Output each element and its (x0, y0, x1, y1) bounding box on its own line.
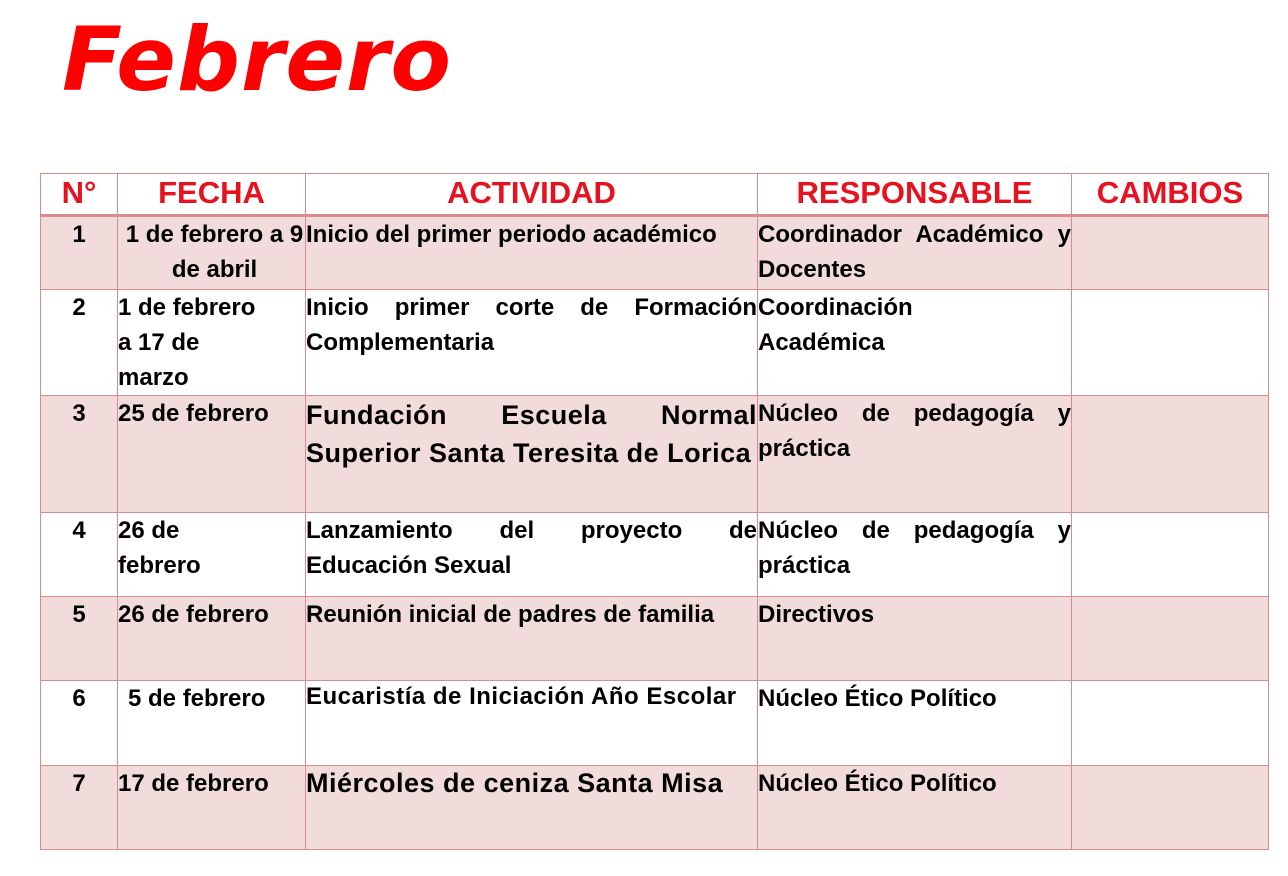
table-row (41, 216, 1269, 290)
cell-actividad: Lanzamiento del proyecto de Educación Sexual (306, 513, 758, 597)
table-row (41, 513, 1269, 597)
cell-num: 4 (41, 513, 118, 597)
cell-responsable: Coordinador Académico y Docentes (758, 216, 1072, 290)
cell-num: 2 (41, 290, 118, 396)
cell-actividad: Inicio del primer periodo académico (306, 216, 758, 290)
cell-cambios (1072, 290, 1269, 396)
cell-fecha: 26 de febrero (118, 597, 306, 681)
table-row (41, 681, 1269, 766)
table-row (41, 290, 1269, 396)
cell-num: 5 (41, 597, 118, 681)
cell-cambios (1072, 766, 1269, 850)
schedule-table (40, 173, 1269, 850)
cell-cambios (1072, 396, 1269, 513)
cell-responsable: Núcleo Ético Político (758, 681, 1072, 766)
cell-actividad: Eucaristía de Iniciación Año Escolar (306, 681, 758, 766)
cell-fecha: 25 de febrero (118, 396, 306, 513)
header-actividad: ACTIVIDAD (306, 174, 758, 216)
cell-fecha: 1 de febrero a 17 de marzo (118, 290, 306, 396)
cell-fecha: 26 de febrero (118, 513, 306, 597)
cell-fecha: 1 de febrero a 9 de abril (118, 216, 306, 290)
cell-num: 6 (41, 681, 118, 766)
cell-responsable: Coordinación Académica (758, 290, 1072, 396)
header-cambios: CAMBIOS (1072, 174, 1269, 216)
table-row (41, 396, 1269, 513)
cell-cambios (1072, 681, 1269, 766)
table-row (41, 597, 1269, 681)
header-row (41, 174, 1269, 216)
page-title: Febrero (62, 8, 452, 111)
cell-responsable: Directivos (758, 597, 1072, 681)
cell-actividad: Inicio primer corte de Formación Complementaria (306, 290, 758, 396)
header-responsable: RESPONSABLE (758, 174, 1072, 216)
header-fecha: FECHA (118, 174, 306, 216)
cell-actividad: Miércoles de ceniza Santa Misa (306, 766, 758, 850)
cell-num: 3 (41, 396, 118, 513)
cell-responsable: Núcleo de pedagogía y práctica (758, 396, 1072, 513)
cell-responsable: Núcleo Ético Político (758, 766, 1072, 850)
cell-fecha: 17 de febrero (118, 766, 306, 850)
cell-num: 7 (41, 766, 118, 850)
cell-cambios (1072, 216, 1269, 290)
cell-responsable: Núcleo de pedagogía y práctica (758, 513, 1072, 597)
cell-cambios (1072, 597, 1269, 681)
header-num: N° (41, 174, 118, 216)
table-row (41, 766, 1269, 850)
cell-actividad: Reunión inicial de padres de familia (306, 597, 758, 681)
cell-actividad: Fundación Escuela Normal Superior Santa Teresita de Lorica (306, 396, 758, 513)
cell-num: 1 (41, 216, 118, 290)
cell-cambios (1072, 513, 1269, 597)
cell-fecha: 5 de febrero (118, 681, 306, 766)
